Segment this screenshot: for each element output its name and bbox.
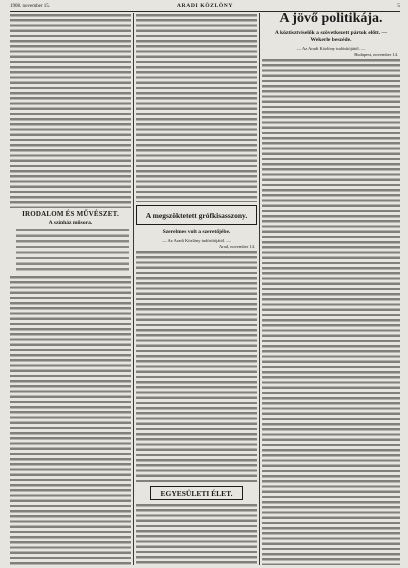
column-divider	[133, 13, 134, 565]
theatre-program-heading: A színház műsora.	[48, 220, 93, 226]
publication-date: 1908. november 15.	[10, 4, 50, 9]
article-text-block	[136, 14, 257, 202]
page-number: 5	[397, 3, 400, 9]
article-dateline: Arad, november 14.	[219, 244, 255, 249]
article-text-block	[10, 14, 131, 208]
newspaper-title: ARADI KÖZLÖNY	[176, 3, 234, 9]
article-text-block	[262, 59, 400, 565]
theatre-program-list	[16, 229, 129, 273]
lead-article-byline: — Az Aradi Közlöny tudósítójától. —	[296, 46, 366, 51]
article-byline: — Az Aradi Közlöny tudósítójától. —	[162, 238, 231, 243]
article-text-block	[10, 276, 131, 565]
lead-article-subheadline: A köztisztviselők a szövetkezett pártok előtt. — Wekerle beszéde.	[274, 30, 388, 43]
section-heading-literature-arts: IRODALOM ÉS MŰVÉSZET.	[22, 210, 119, 218]
lead-article-dateline: Budapest, november 14.	[354, 52, 398, 57]
article-text-block	[136, 504, 257, 565]
section-heading-associations: EGYESÜLETI ÉLET.	[150, 486, 243, 500]
article-subheadline: Szerelmes volt a szeretőjébe.	[162, 229, 231, 235]
article-headline: A megszöktetett grófkisasszony.	[136, 205, 257, 225]
column-divider	[259, 13, 260, 565]
article-text-block	[136, 251, 257, 482]
lead-article-headline: A jövő politikája.	[279, 11, 383, 26]
